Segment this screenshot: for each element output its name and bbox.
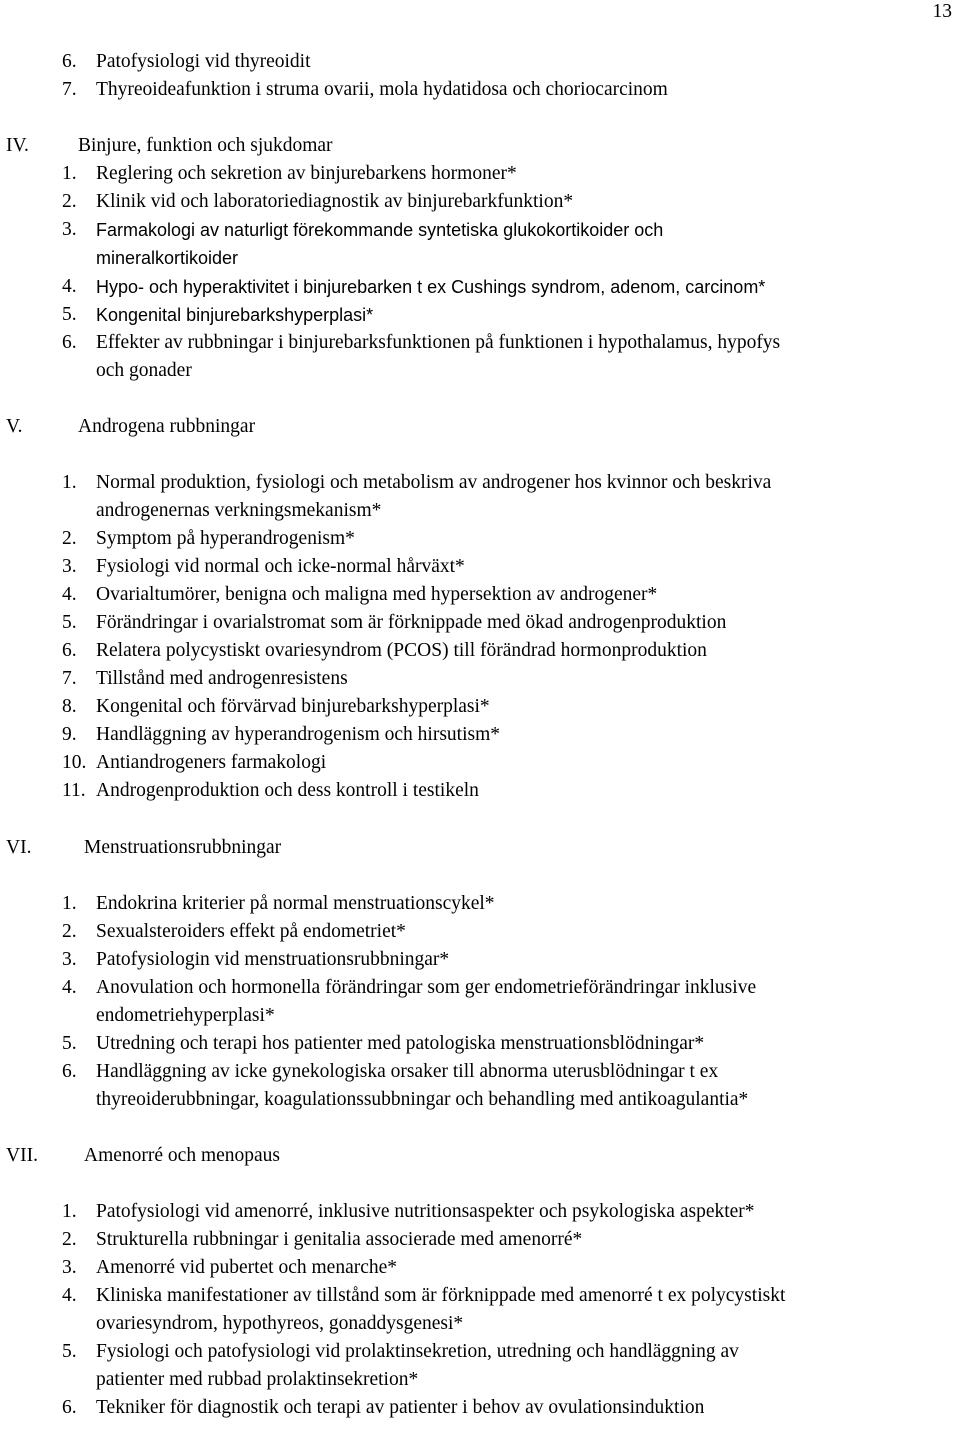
list-item: [0, 469, 960, 497]
list-item: [0, 693, 960, 721]
item-text: Sexualsteroiders effekt på endometriet*: [96, 921, 406, 942]
item-number: 3.: [62, 556, 77, 577]
section-heading: [0, 1142, 960, 1170]
item-text: Tillstånd med androgenresistens: [96, 668, 348, 689]
item-text: Kongenital och förvärvad binjurebarkshyperplasi*: [96, 696, 490, 717]
section-number: V.: [6, 416, 23, 437]
section-title: Androgena rubbningar: [78, 416, 256, 437]
item-text: Ovarialtumörer, benigna och maligna med hypersektion av androgener*: [96, 584, 658, 605]
item-number: 6.: [62, 51, 77, 72]
list-item-continuation: [0, 244, 960, 272]
item-number: 11.: [62, 780, 86, 801]
list-item: [0, 749, 960, 777]
item-text: Amenorré vid pubertet och menarche*: [96, 1257, 398, 1278]
list-item: [0, 216, 960, 244]
list-item: [0, 160, 960, 188]
list-item: [0, 273, 960, 301]
list-item: [0, 777, 960, 805]
item-number: 2.: [62, 528, 77, 549]
item-number: 4.: [62, 276, 77, 297]
item-text: Normal produktion, fysiologi och metabolism av androgener hos kvinnor och beskriva: [96, 472, 772, 493]
list-item-continuation: [0, 1366, 960, 1394]
item-text-continued: ovariesyndrom, hypothyreos, gonaddysgenesi*: [96, 1313, 464, 1334]
item-number: 1.: [62, 472, 77, 493]
item-text: Androgenproduktion och dess kontroll i testikeln: [96, 780, 479, 801]
list-item: [0, 1226, 960, 1254]
item-number: 1.: [62, 1201, 77, 1222]
section-title: Binjure, funktion och sjukdomar: [78, 135, 333, 156]
item-number: 7.: [62, 79, 77, 100]
item-number: 4.: [62, 584, 77, 605]
item-number: 5.: [62, 1341, 77, 1362]
list-item: [0, 525, 960, 553]
item-text: Antiandrogeners farmakologi: [96, 752, 327, 773]
list-item-continuation: [0, 1002, 960, 1030]
item-text: Reglering och sekretion av binjurebarkens hormoner*: [96, 163, 517, 184]
list-item: [0, 1282, 960, 1310]
item-text: Strukturella rubbningar i genitalia associerade med amenorré*: [96, 1229, 583, 1250]
item-text: Patofysiologi vid amenorré, inklusive nutritionsaspekter och psykologiska aspekter*: [96, 1201, 755, 1222]
item-text: Hypo- och hyperaktivitet i binjurebarken t ex Cushings syndrom, adenom, carcinom*: [96, 277, 766, 297]
item-number: 3.: [62, 1257, 77, 1278]
list-item-continuation: [0, 1086, 960, 1114]
list-item: [0, 76, 960, 104]
section-number: IV.: [6, 135, 29, 156]
item-text: Endokrina kriterier på normal menstruationscykel*: [96, 893, 495, 914]
item-number: 9.: [62, 724, 77, 745]
item-text-continued: androgenernas verkningsmekanism*: [96, 500, 382, 521]
item-text: Effekter av rubbningar i binjurebarksfunktionen på funktionen i hypothalamus, hypofys: [96, 332, 781, 353]
item-text-continued: thyreoiderubbningar, koagulationssubbningar och behandling med antikoagulantia*: [96, 1089, 749, 1110]
section-heading: [0, 834, 960, 862]
item-text: Farmakologi av naturligt förekommande syntetiska glukokortikoider och: [96, 220, 664, 240]
section-title: Menstruationsrubbningar: [84, 837, 282, 858]
list-item: [0, 665, 960, 693]
item-number: 5.: [62, 612, 77, 633]
section-heading: [0, 132, 960, 160]
item-text: Tekniker för diagnostik och terapi av patienter i behov av ovulationsinduktion: [96, 1397, 705, 1418]
item-text: Kliniska manifestationer av tillstånd som är förknippade med amenorré t ex polycystiskt: [96, 1285, 786, 1306]
list-item: [0, 721, 960, 749]
list-item-continuation: [0, 357, 960, 385]
list-item: [0, 609, 960, 637]
item-text-continued: endometriehyperplasi*: [96, 1005, 275, 1026]
item-text: Anovulation och hormonella förändringar som ger endometrieförändringar inklusive: [96, 977, 757, 998]
item-text-continued: och gonader: [96, 360, 192, 381]
item-text: Förändringar i ovarialstromat som är förknippade med ökad androgenproduktion: [96, 612, 727, 633]
list-item: [0, 1058, 960, 1086]
list-item: [0, 918, 960, 946]
item-number: 2.: [62, 921, 77, 942]
item-number: 6.: [62, 1397, 77, 1418]
section-number: VII.: [6, 1145, 38, 1166]
item-text: Patofysiologin vid menstruationsrubbningar*: [96, 949, 450, 970]
item-number: 5.: [62, 304, 77, 325]
item-text: Symptom på hyperandrogenism*: [96, 528, 355, 549]
item-number: 8.: [62, 696, 77, 717]
list-item: [0, 188, 960, 216]
item-number: 4.: [62, 1285, 77, 1306]
item-text: Fysiologi vid normal och icke-normal hårväxt*: [96, 556, 465, 577]
list-item: [0, 301, 960, 329]
list-item: [0, 329, 960, 357]
item-text: Klinik vid och laboratoriediagnostik av binjurebarkfunktion*: [96, 191, 574, 212]
item-text: Utredning och terapi hos patienter med patologiska menstruationsblödningar*: [96, 1033, 705, 1054]
item-text: Thyreoideafunktion i struma ovarii, mola hydatidosa och choriocarcinom: [96, 79, 668, 100]
item-text-continued: patienter med rubbad prolaktinsekretion*: [96, 1369, 419, 1390]
item-number: 4.: [62, 977, 77, 998]
item-number: 6.: [62, 332, 77, 353]
item-number: 1.: [62, 163, 77, 184]
list-item: [0, 581, 960, 609]
item-text: Patofysiologi vid thyreoidit: [96, 51, 311, 72]
section-title: Amenorré och menopaus: [84, 1145, 281, 1166]
item-number: 2.: [62, 191, 77, 212]
item-number: 10.: [62, 752, 87, 773]
list-item-continuation: [0, 497, 960, 525]
item-text: Fysiologi och patofysiologi vid prolaktinsekretion, utredning och handläggning av: [96, 1341, 739, 1362]
list-item: [0, 553, 960, 581]
item-number: 7.: [62, 668, 77, 689]
section-heading: [0, 413, 960, 441]
item-number: 6.: [62, 1061, 77, 1082]
list-item: [0, 1394, 960, 1422]
list-item: [0, 637, 960, 665]
list-item: [0, 1030, 960, 1058]
list-item: [0, 1254, 960, 1282]
item-number: 3.: [62, 949, 77, 970]
item-text-continued: mineralkortikoider: [96, 248, 239, 268]
item-number: 6.: [62, 640, 77, 661]
list-item-continuation: [0, 1310, 960, 1338]
item-text: Handläggning av hyperandrogenism och hirsutism*: [96, 724, 501, 745]
list-item: [0, 1198, 960, 1226]
list-item: [0, 1338, 960, 1366]
section-number: VI.: [6, 837, 32, 858]
item-number: 2.: [62, 1229, 77, 1250]
list-item: [0, 946, 960, 974]
page-number: 13: [932, 1, 952, 22]
item-number: 1.: [62, 893, 77, 914]
item-number: 3.: [62, 219, 77, 240]
list-item: [0, 48, 960, 76]
item-text: Handläggning av icke gynekologiska orsaker till abnorma uterusblödningar t ex: [96, 1061, 719, 1082]
item-text: Relatera polycystiskt ovariesyndrom (PCOS) till förändrad hormonproduktion: [96, 640, 707, 661]
item-number: 5.: [62, 1033, 77, 1054]
item-text: Kongenital binjurebarkshyperplasi*: [96, 305, 374, 325]
list-item: [0, 974, 960, 1002]
list-item: [0, 890, 960, 918]
